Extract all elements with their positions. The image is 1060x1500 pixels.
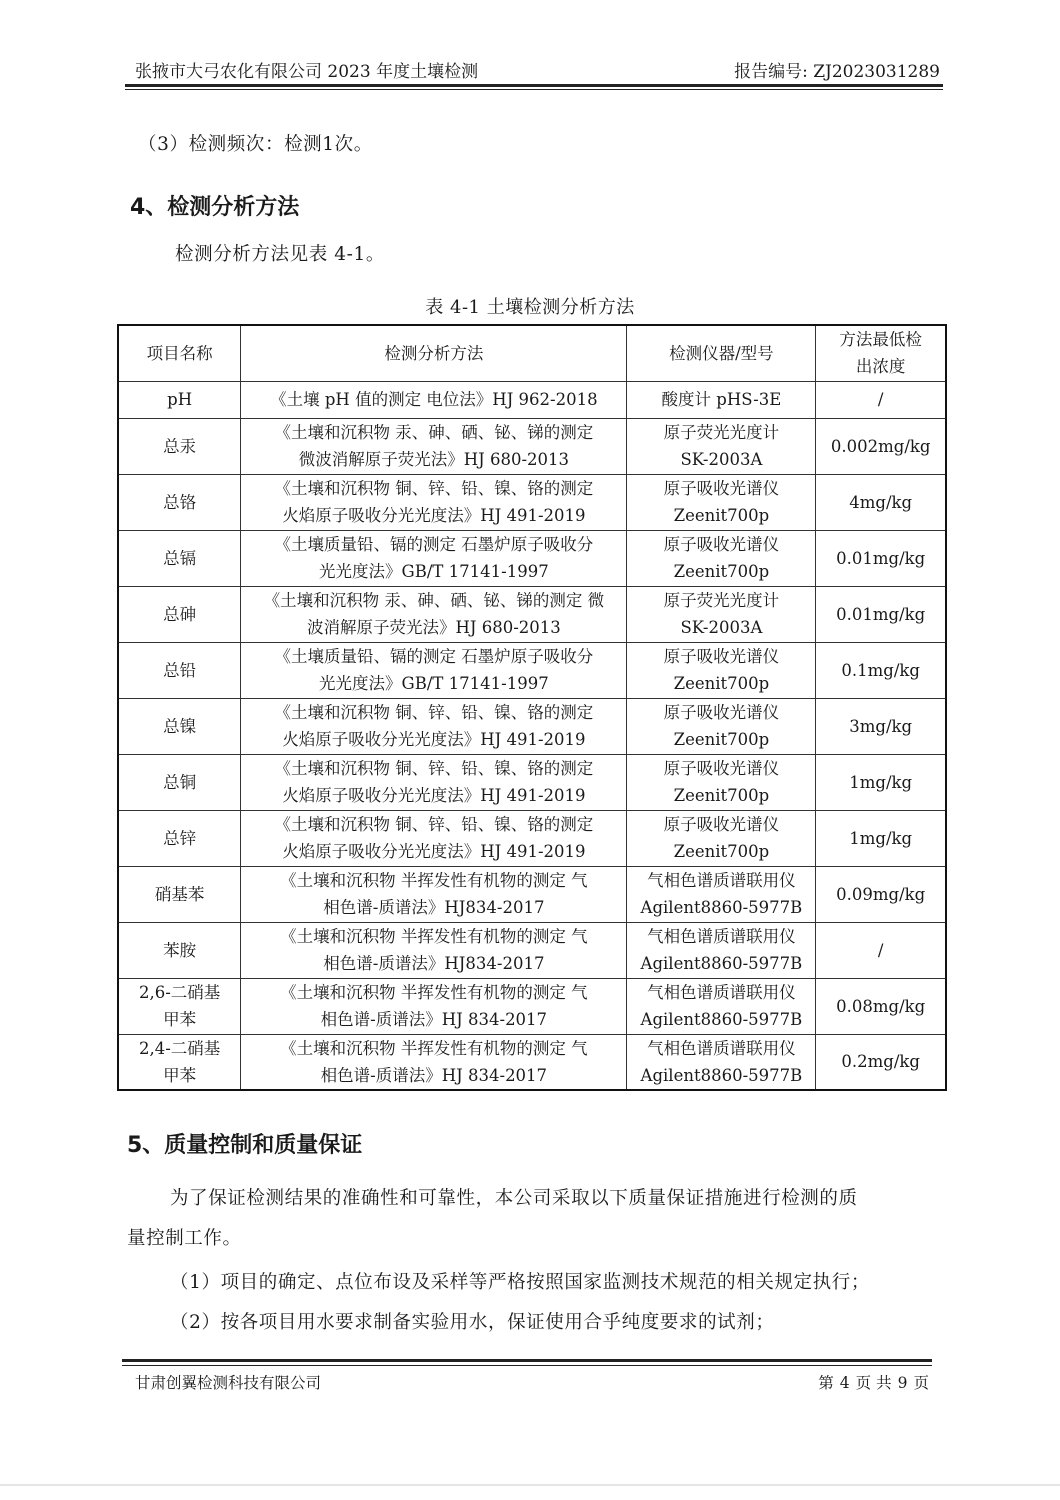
cell-item-line: 总砷 [163,604,197,624]
cell-method [241,922,627,978]
cell-item [118,922,241,978]
cell-method-line: 火焰原子吸收分光光度法》HJ 491-2019 [282,842,586,861]
cell-item-line: 总汞 [163,436,197,456]
cell-item [118,810,241,866]
cell-instrument [627,381,816,418]
cell-method-line: 《土壤和沉积物 铜、锌、铅、镍、铬的测定 [274,703,594,722]
cell-instrument-line: SK-2003A [680,450,763,469]
cell-method-line: 微波消解原子荧光法》HJ 680-2013 [298,450,570,469]
table-row [118,530,946,586]
cell-instrument-line: Agilent8860-5977B [640,1010,803,1029]
cell-lod-line: 0.09mg/kg [836,884,926,904]
cell-method-line: 《土壤和沉积物 半挥发性有机物的测定 气 [280,1038,588,1058]
cell-lod [816,978,946,1034]
cell-method-line: 《土壤和沉积物 汞、砷、硒、铋、锑的测定 微 [263,591,605,610]
cell-lod-line: / [877,940,884,960]
page-total: 9 [897,1374,908,1392]
cell-lod [816,418,946,474]
cell-method-line: 波消解原子荧光法》HJ 680-2013 [306,618,561,637]
cell-instrument-line: 原子吸收光谱仪 [663,535,780,554]
cell-method-line: 光光度法》GB/T 17141-1997 [319,674,549,693]
cell-method-line: 相色谱-质谱法》HJ 834-2017 [320,1010,548,1029]
cell-item-line: 甲苯 [163,1010,197,1029]
cell-instrument-line: 原子吸收光谱仪 [663,703,780,722]
cell-lod [816,866,946,922]
footer-company: 甘肃创翼检测科技有限公司 [135,1374,322,1392]
cell-lod-line: 0.08mg/kg [836,996,926,1016]
cell-instrument-line: 原子吸收光谱仪 [663,815,780,834]
table-row [118,418,946,474]
cell-instrument-line: SK-2003A [680,618,763,637]
table-row [118,922,946,978]
cell-item-line: 总铬 [163,492,197,512]
cell-instrument-line: 原子荧光光度计 [663,591,780,610]
page-number [815,1371,932,1393]
cell-instrument-line: Agilent8860-5977B [640,898,803,917]
cell-instrument-line: 酸度计 pHS-3E [661,390,782,409]
cell-instrument-line: 气相色谱质谱联用仪 [647,871,796,890]
cell-lod [816,754,946,810]
cell-item-line: 总锌 [163,828,197,848]
cell-method [241,978,627,1034]
cell-item [118,698,241,754]
cell-method [241,698,627,754]
cell-method-line: 火焰原子吸收分光光度法》HJ 491-2019 [282,730,586,749]
cell-instrument-line: Agilent8860-5977B [640,1065,803,1085]
table-row [118,1034,946,1090]
cell-lod [816,698,946,754]
cell-lod-line: 0.2mg/kg [841,1052,920,1072]
cell-instrument-line: 原子吸收光谱仪 [663,479,780,498]
cell-method [241,754,627,810]
page-prefix: 第 [818,1374,834,1392]
cell-instrument-line: 原子荧光光度计 [663,423,780,442]
cell-method [241,474,627,530]
page-suffix: 页 [913,1374,929,1392]
table-row [118,978,946,1034]
cell-item [118,474,241,530]
qc-item-1: （1）项目的确定、点位布设及采样等严格按照国家监测技术规范的相关规定执行； [170,1272,870,1293]
cell-item-line: 总镉 [163,548,197,568]
cell-lod-line: 0.01mg/kg [836,604,926,624]
table-header-row [118,325,946,381]
cell-method [241,810,627,866]
cell-lod-line: 3mg/kg [849,716,913,736]
cell-item-line: 硝基苯 [154,884,205,904]
cell-method-line: 相色谱-质谱法》HJ834-2017 [323,898,545,917]
footer-rule [122,1359,932,1362]
cell-item [118,754,241,810]
table-caption: 表 4-1 土壤检测分析方法 [425,297,635,318]
cell-item [118,642,241,698]
cell-lod [816,530,946,586]
cell-instrument-line: Zeenit700p [673,506,770,525]
cell-method-line: 《土壤和沉积物 铜、锌、铅、镍、铬的测定 [274,815,594,834]
cell-instrument-line: Zeenit700p [673,842,770,861]
table-row [118,381,946,418]
header-title: 张掖市大弓农化有限公司 2023 年度土壤检测 [135,62,479,82]
cell-instrument-line: Zeenit700p [673,562,770,581]
cell-item-line: 总铜 [163,772,197,792]
cell-item-line: 苯胺 [163,940,197,960]
cell-instrument [627,530,816,586]
header-rule-thin [125,89,943,90]
cell-method-line: 火焰原子吸收分光光度法》HJ 491-2019 [282,786,586,805]
cell-item-line: 2,6-二硝基 [138,983,221,1002]
cell-item-line: 总镍 [163,716,197,736]
cell-method-line: 《土壤和沉积物 半挥发性有机物的测定 气 [280,927,588,946]
cell-instrument [627,810,816,866]
cell-method [241,418,627,474]
cell-lod-line: 1mg/kg [849,772,913,792]
cell-method-line: 相色谱-质谱法》HJ 834-2017 [320,1065,548,1085]
cell-method [241,866,627,922]
cell-instrument-line: 气相色谱质谱联用仪 [647,927,796,946]
methods-table [117,324,947,1091]
cell-instrument-line: 原子吸收光谱仪 [663,759,780,778]
cell-lod [816,586,946,642]
page-footer [135,1371,932,1393]
cell-item-line: 2,4-二硝基 [138,1038,221,1058]
cell-item-line: 甲苯 [163,1065,197,1085]
cell-method-line: 《土壤和沉积物 半挥发性有机物的测定 气 [280,983,588,1002]
section-4-heading: 4、检测分析方法 [130,195,300,220]
cell-lod-line: 0.002mg/kg [830,436,931,456]
table-row [118,698,946,754]
section-5-paragraph-line1: 为了保证检测结果的准确性和可靠性，本公司采取以下质量保证措施进行检测的质 [170,1188,858,1209]
cell-lod [816,1034,946,1090]
cell-method-line: 《土壤和沉积物 铜、锌、铅、镍、铬的测定 [274,479,594,498]
table-row [118,586,946,642]
cell-item [118,978,241,1034]
cell-lod [816,810,946,866]
cell-item [118,381,241,418]
footer-rule-thin [122,1365,932,1366]
cell-lod [816,381,946,418]
cell-instrument [627,922,816,978]
section-4-intro: 检测分析方法见表 4-1。 [175,244,385,265]
cell-lod [816,642,946,698]
cell-item-line: pH [167,390,193,409]
cell-item [118,1034,241,1090]
cell-method-line: 相色谱-质谱法》HJ834-2017 [323,954,545,973]
header-lod [816,325,946,381]
header-rule [125,84,943,87]
cell-instrument [627,1034,816,1090]
cell-instrument [627,642,816,698]
cell-method [241,1034,627,1090]
cell-instrument-line: 气相色谱质谱联用仪 [647,1038,796,1058]
report-number: 报告编号: ZJ2023031289 [734,62,940,82]
header-method: 检测分析方法 [241,325,627,381]
table-row [118,754,946,810]
cell-lod [816,922,946,978]
cell-instrument-line: 气相色谱质谱联用仪 [647,983,796,1002]
cell-lod-line: 0.01mg/kg [836,548,926,568]
page-current: 4 [839,1374,850,1392]
cell-lod-line: 0.1mg/kg [841,660,920,680]
cell-lod-line: 4mg/kg [849,492,913,512]
cell-instrument [627,418,816,474]
cell-instrument-line: 原子吸收光谱仪 [663,647,780,666]
table-row [118,810,946,866]
cell-instrument-line: Zeenit700p [673,730,770,749]
page-header [135,57,940,82]
cell-method-line: 光光度法》GB/T 17141-1997 [319,562,549,581]
section-5-heading: 5、质量控制和质量保证 [127,1133,363,1158]
cell-instrument [627,866,816,922]
cell-method [241,381,627,418]
cell-lod-line: 1mg/kg [849,828,913,848]
page-mid: 页 共 [855,1374,892,1392]
cell-instrument [627,474,816,530]
cell-method [241,642,627,698]
cell-instrument-line: Agilent8860-5977B [640,954,803,973]
cell-instrument-line: Zeenit700p [673,674,770,693]
frequency-line: （3）检测频次：检测1次。 [138,134,373,155]
qc-item-2: （2）按各项目用水要求制备实验用水，保证使用合乎纯度要求的试剂； [170,1312,775,1333]
cell-item [118,586,241,642]
header-lod-line1: 方法最低检 [839,330,922,350]
cell-method [241,530,627,586]
cell-method-line: 《土壤和沉积物 半挥发性有机物的测定 气 [280,871,588,890]
table-row [118,642,946,698]
cell-method-line: 《土壤质量铅、镉的测定 石墨炉原子吸收分 [274,647,594,666]
cell-method-line: 《土壤和沉积物 汞、砷、硒、铋、锑的测定 [274,423,594,442]
cell-item-line: 总铅 [163,660,197,680]
scan-edge [0,1484,1060,1486]
section-5-paragraph-line2: 量控制工作。 [127,1228,242,1249]
header-instrument: 检测仪器/型号 [627,325,816,381]
cell-item [118,530,241,586]
cell-instrument [627,978,816,1034]
cell-instrument [627,586,816,642]
cell-instrument [627,698,816,754]
cell-lod [816,474,946,530]
cell-method-line: 《土壤和沉积物 铜、锌、铅、镍、铬的测定 [274,759,594,778]
cell-instrument [627,754,816,810]
cell-method-line: 《土壤 pH 值的测定 电位法》HJ 962-2018 [270,390,598,409]
header-lod-line2: 出浓度 [855,357,906,377]
cell-lod-line: / [877,390,884,409]
cell-method-line: 《土壤质量铅、镉的测定 石墨炉原子吸收分 [274,535,594,554]
cell-item [118,866,241,922]
cell-item [118,418,241,474]
cell-instrument-line: Zeenit700p [673,786,770,805]
table-row [118,474,946,530]
table-row [118,866,946,922]
header-item: 项目名称 [118,325,241,381]
cell-method [241,586,627,642]
cell-method-line: 火焰原子吸收分光光度法》HJ 491-2019 [282,506,586,525]
